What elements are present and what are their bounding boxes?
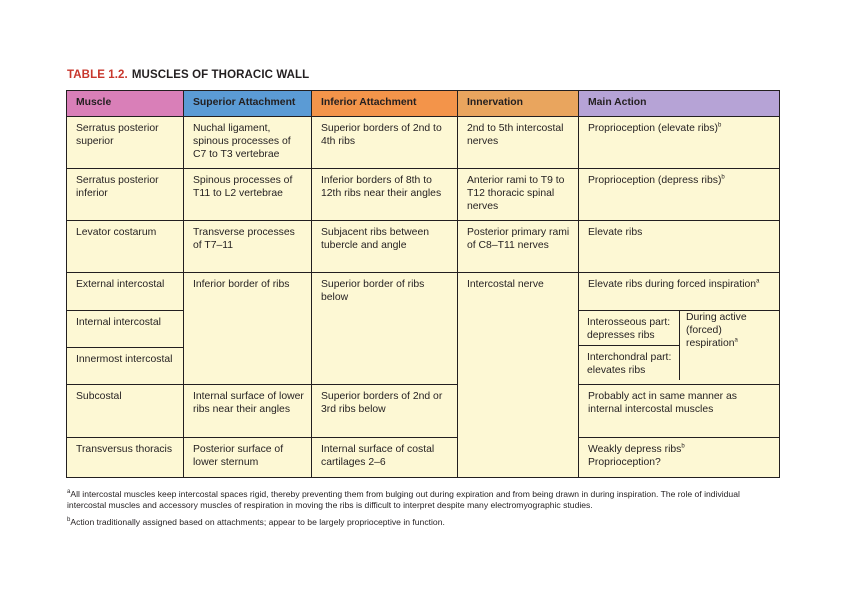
footnote-b — [67, 517, 779, 528]
table-row — [67, 273, 780, 311]
cell-action-split — [579, 311, 780, 385]
cell-action: Elevate ribs — [579, 221, 780, 273]
table-row — [67, 221, 780, 273]
cell-muscle: Subcostal — [67, 385, 184, 438]
action-text: Weakly depress ribs — [588, 444, 682, 455]
table-number: TABLE 1.2. — [67, 69, 128, 81]
table-row — [67, 117, 780, 169]
muscles-table — [66, 90, 780, 478]
cell-muscle: Transversus thoracis — [67, 438, 184, 478]
cell-superior: Internal surface of lower ribs near their angles — [184, 385, 312, 438]
footnote-mark: b — [717, 122, 722, 129]
header-muscle: Muscle — [67, 91, 184, 117]
footnote-mark: a — [756, 278, 760, 285]
cell-inferior: Subjacent ribs between tubercle and angle — [312, 221, 458, 273]
cell-inferior-shared: Superior border of ribs below — [312, 273, 458, 385]
cell-action — [579, 117, 780, 169]
footnote-mark: b — [681, 443, 685, 450]
cell-innervation: 2nd to 5th intercostal nerves — [458, 117, 579, 169]
cell-innervation-shared: Intercostal nerve — [458, 273, 579, 478]
cell-superior: Posterior surface of lower sternum — [184, 438, 312, 478]
table-row — [67, 169, 780, 221]
action-text: Proprioception (elevate ribs) — [588, 123, 718, 134]
header-action: Main Action — [579, 91, 780, 117]
cell-inferior: Inferior borders of 8th to 12th ribs near their angles — [312, 169, 458, 221]
cell-inferior: Superior borders of 2nd to 4th ribs — [312, 117, 458, 169]
cell-inferior: Superior borders of 2nd or 3rd ribs below — [312, 385, 458, 438]
table-row — [67, 438, 780, 478]
footnote-a-text: All intercostal muscles keep intercostal spaces rigid, thereby preventing them from bulging out during expiration and from being drawn in during inspiration. The role of individual intercostal muscles and accessory muscles of respiration in moving the ribs is difficult to interpret despite many electromyographic studies. — [67, 489, 740, 510]
cell-action — [579, 273, 780, 311]
footnote-a — [67, 489, 779, 511]
cell-action — [579, 169, 780, 221]
cell-muscle: Levator costarum — [67, 221, 184, 273]
action-text: Proprioception (depress ribs) — [588, 175, 722, 186]
footnote-mark: a — [734, 337, 738, 344]
action-interosseous: Interosseous part: depresses ribs — [579, 311, 680, 346]
cell-innervation: Anterior rami to T9 to T12 thoracic spinal nerves — [458, 169, 579, 221]
footnote-a-mark: a — [67, 489, 71, 496]
action-text: During active (forced) respiration — [686, 312, 747, 349]
table-title — [67, 69, 309, 81]
footnote-b-mark: b — [67, 517, 71, 524]
cell-superior: Transverse processes of T7–11 — [184, 221, 312, 273]
header-innervation: Innervation — [458, 91, 579, 117]
action-text: Proprioception? — [588, 457, 661, 468]
header-row — [67, 91, 780, 117]
cell-muscle: Internal intercostal — [67, 311, 184, 348]
action-forced — [680, 311, 780, 380]
cell-muscle: Innermost intercostal — [67, 348, 184, 385]
cell-inferior: Internal surface of costal cartilages 2–6 — [312, 438, 458, 478]
cell-muscle: Serratus posterior superior — [67, 117, 184, 169]
header-superior: Superior Attachment — [184, 91, 312, 117]
action-interchondral: Interchondral part: elevates ribs — [579, 346, 680, 381]
table-caption: MUSCLES OF THORACIC WALL — [131, 69, 310, 81]
cell-innervation: Posterior primary rami of C8–T11 nerves — [458, 221, 579, 273]
footnote-mark: b — [721, 174, 725, 181]
footnote-b-text: Action traditionally assigned based on attachments; appear to be largely proprioceptive in function. — [70, 517, 445, 527]
cell-superior: Spinous processes of T11 to L2 vertebrae — [184, 169, 312, 221]
header-inferior: Inferior Attachment — [312, 91, 458, 117]
cell-superior-shared: Inferior border of ribs — [184, 273, 312, 385]
action-subtable — [579, 311, 779, 380]
cell-muscle: External intercostal — [67, 273, 184, 311]
cell-muscle: Serratus posterior inferior — [67, 169, 184, 221]
action-text: Elevate ribs during forced inspiration — [588, 279, 757, 290]
cell-superior: Nuchal ligament, spinous processes of C7 to T3 vertebrae — [184, 117, 312, 169]
cell-action: Probably act in same manner as internal intercostal muscles — [579, 385, 780, 438]
table-row — [67, 385, 780, 438]
cell-action — [579, 438, 780, 478]
